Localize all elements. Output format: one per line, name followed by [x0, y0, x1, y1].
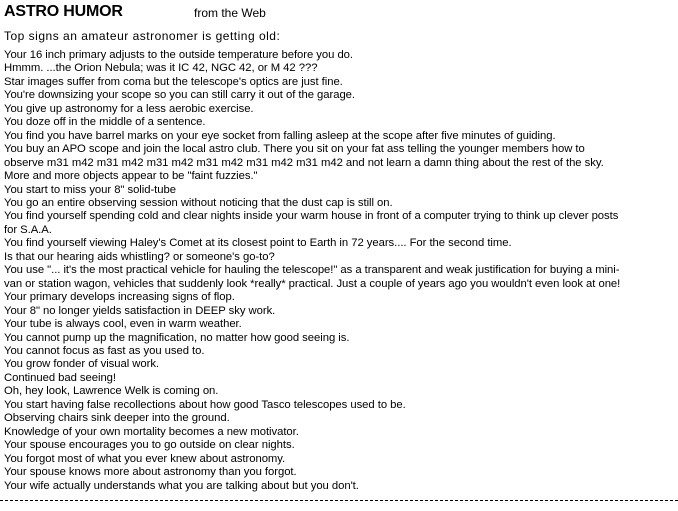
- humor-line: Your primary develops increasing signs of flop.: [4, 291, 235, 304]
- humor-line: Your spouse encourages you to go outside on clear nights.: [4, 439, 295, 452]
- humor-line: You cannot pump up the magnification, no matter how good seeing is.: [4, 331, 350, 344]
- intro-text: Top signs an amateur astronomer is getting old:: [4, 29, 281, 43]
- humor-line: More and more objects appear to be "faint fuzzies.": [4, 170, 258, 183]
- humor-line: Your 8" no longer yields satisfaction in DEEP sky work.: [4, 304, 276, 317]
- humor-line: You doze off in the middle of a sentence.: [4, 116, 206, 129]
- dashed-divider: [0, 500, 678, 501]
- humor-line: You grow fonder of visual work.: [4, 358, 160, 371]
- header: [4, 3, 674, 22]
- humor-line: Your 16 inch primary adjusts to the outside temperature before you do.: [4, 49, 354, 61]
- humor-line: Star images suffer from coma but the telescope's optics are just fine.: [4, 75, 343, 88]
- humor-line: You're downsizing your scope so you can still carry it out of the garage.: [4, 89, 356, 102]
- humor-line: You go an entire observing session without noticing that the dust cap is still on.: [4, 196, 393, 209]
- humor-line: Your tube is always cool, even in warm weather.: [4, 318, 242, 331]
- humor-line: observe m31 m42 m31 m42 m31 m42 m31 m42 m31 m42 m31 m42 and not learn a damn thing about the rest of the sky.: [4, 156, 604, 169]
- humor-list: [4, 49, 674, 493]
- humor-line: van or station wagon, vehicles that suddenly look *really* practical. Just a couple of years ago you wouldn't even look at one!: [4, 277, 621, 290]
- humor-line: for S.A.A.: [4, 223, 52, 236]
- humor-line: Oh, hey look, Lawrence Welk is coming on.: [4, 385, 219, 398]
- humor-line: You find you have barrel marks on your eye socket from falling asleep at the scope after five minutes of guiding.: [4, 129, 556, 142]
- humor-line: Your wife actually understands what you are talking about but you don't.: [4, 479, 359, 492]
- humor-line: You forgot most of what you ever knew about astronomy.: [4, 452, 286, 465]
- page-title: ASTRO HUMOR: [4, 3, 123, 20]
- document-body: [4, 3, 674, 493]
- humor-line: You start to miss your 8" solid-tube: [4, 183, 176, 196]
- humor-line: Is that our hearing aids whistling? or someone's go-to?: [4, 250, 275, 263]
- page-subtitle: from the Web: [194, 6, 266, 20]
- humor-line: You find yourself spending cold and clear nights inside your warm house in front of a computer trying to think up clever posts: [4, 210, 619, 223]
- humor-line: You buy an APO scope and join the local astro club. There you sit on your fat ass telling the younger members how to: [4, 143, 585, 156]
- humor-line: Hmmm. ...the Orion Nebula; was it IC 42, NGC 42, or M 42 ???: [4, 62, 318, 75]
- humor-line: You find yourself viewing Haley's Comet at its closest point to Earth in 72 years.... For the second time.: [4, 237, 512, 250]
- humor-line: Continued bad seeing!: [4, 371, 117, 384]
- humor-line: You cannot focus as fast as you used to.: [4, 344, 205, 357]
- humor-line: You give up astronomy for a less aerobic exercise.: [4, 102, 254, 115]
- humor-line: You use "... it's the most practical vehicle for hauling the telescope!" as a transparent and weak justification for buying a mini-: [4, 264, 620, 277]
- humor-line: Your spouse knows more about astronomy than you forgot.: [4, 466, 297, 479]
- humor-line: Knowledge of your own mortality becomes a new motivator.: [4, 425, 299, 438]
- humor-line: Observing chairs sink deeper into the ground.: [4, 412, 230, 425]
- humor-line: You start having false recollections about how good Tasco telescopes used to be.: [4, 398, 406, 411]
